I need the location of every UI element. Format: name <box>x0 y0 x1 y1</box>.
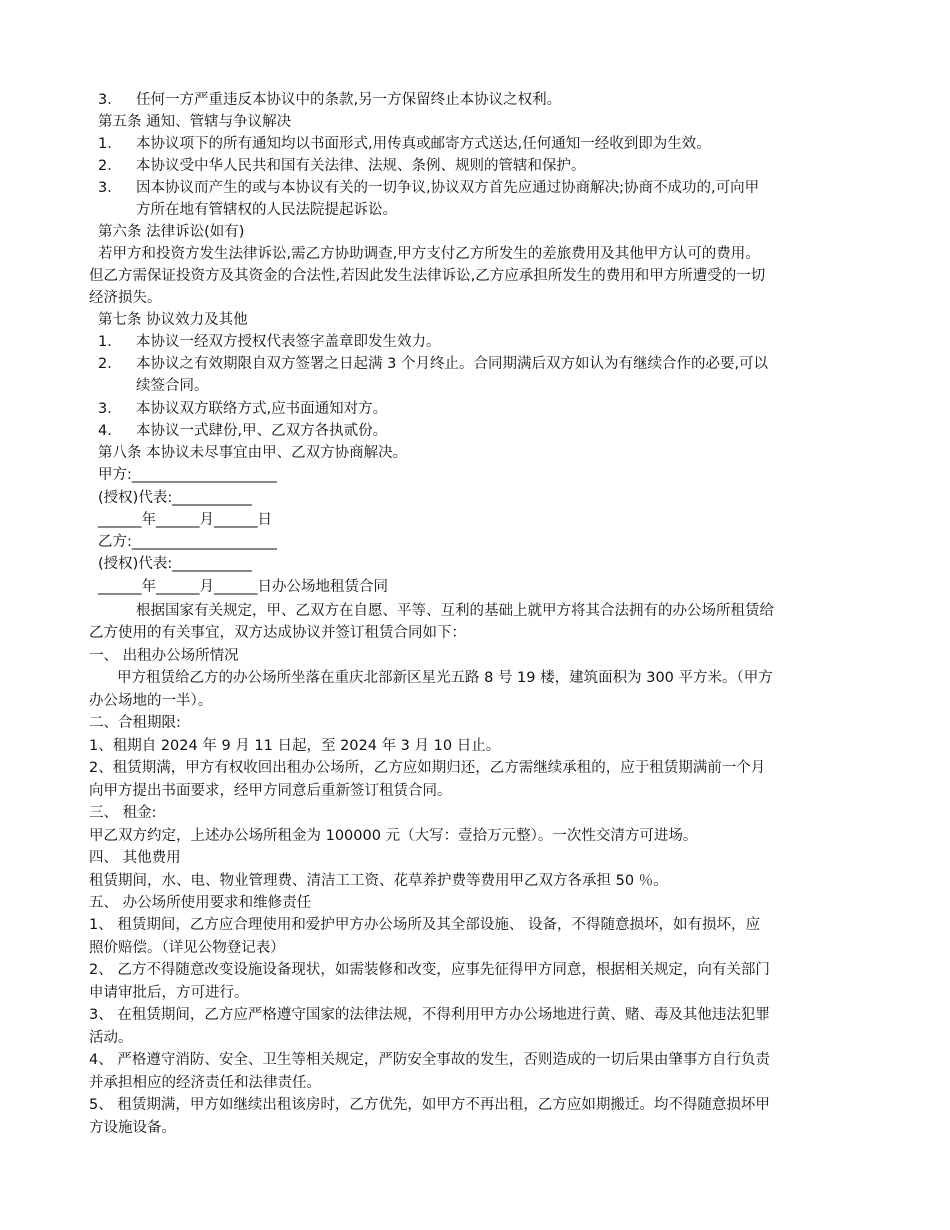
section-3-line-1: 甲乙双方约定，上述办公场所租金为 100000 元（大写：壹拾万元整）。一次性交清方可进场。 <box>89 828 698 844</box>
section-5-item-2-line-1: 2、 乙方不得随意改变设施设备现状，如需装修和改变，应事先征得甲方同意，根据相关规定，向有关部门 <box>89 962 770 978</box>
section-1-line-1: 甲方租赁给乙方的办公场所坐落在重庆北部新区星光五路 8 号 19 楼，建筑面积为 300 平方米。（甲方 <box>117 670 773 686</box>
section-2-line-2: 2、租赁期满，甲方有权收回出租办公场所，乙方应如期归还，乙方需继续承租的，应于租赁期满前一个月 <box>89 760 766 776</box>
lease-intro-line-1: 根据国家有关规定，甲、乙双方在自愿、平等、互利的基础上就甲方将其合法拥有的办公场所租赁给 <box>136 603 774 619</box>
clause-4-3 <box>98 89 561 111</box>
section-5-item-5-line-2: 方设施设备。 <box>89 1120 176 1136</box>
clause-number: 3． <box>98 401 122 417</box>
clause-text: 因本协议而产生的或与本协议有关的一切争议,协议双方首先应通过协商解决;协商不成功的,可向甲 <box>136 180 760 196</box>
article-5-item-3-continued: 方所在地有管辖权的人民法院提起诉讼。 <box>136 202 397 218</box>
section-5-item-5-line-1: 5、 租赁期满，甲方如继续出租该房时，乙方优先，如甲方不再出租，乙方应如期搬迁。均不得随意损坏甲 <box>89 1097 770 1113</box>
section-2-title: 二、合租期限: <box>89 715 181 731</box>
signature-date-b-and-contract-title: ______年______月______日办公场地租赁合同 <box>98 579 388 595</box>
clause-number: 3． <box>98 92 122 108</box>
clause-number: 2． <box>98 158 122 174</box>
signature-representative-a: (授权)代表:___________ <box>98 490 252 506</box>
article-5-item-2 <box>98 155 586 177</box>
clause-text: 任何一方严重违反本协议中的条款,另一方保留终止本协议之权利。 <box>136 92 562 108</box>
section-5-item-4-line-2: 并承担相应的经济责任和法律责任。 <box>89 1075 321 1091</box>
signature-party-b: 乙方:____________________ <box>98 534 277 550</box>
clause-text: 本协议受中华人民共和国有关法律、法规、条例、规则的管辖和保护。 <box>136 158 586 174</box>
section-3-title: 三、 租金: <box>89 805 157 821</box>
section-1-title: 一、 出租办公场所情况 <box>89 648 239 664</box>
section-5-item-1-line-2: 照价赔偿。（详见公物登记表） <box>89 940 285 956</box>
article-7-item-2-continued: 续签合同。 <box>136 378 209 394</box>
article-7-item-2 <box>98 353 768 375</box>
article-7-item-4 <box>98 420 387 442</box>
section-5-item-2-line-2: 申请审批后，方可进行。 <box>89 985 249 1001</box>
section-5-item-3-line-2: 活动。 <box>89 1030 133 1046</box>
signature-party-a: 甲方:____________________ <box>98 467 277 483</box>
signature-representative-b: (授权)代表:___________ <box>98 556 252 572</box>
article-6-title: 第六条 法律诉讼(如有) <box>98 224 245 240</box>
section-2-line-1: 1、租期自 2024 年 9 月 11 日起，至 2024 年 3 月 10 日止。 <box>89 738 501 754</box>
section-5-item-3-line-1: 3、 在租赁期间，乙方应严格遵守国家的法律法规，不得利用甲方办公场地进行黄、赌、毒及其他违法犯罪 <box>89 1007 770 1023</box>
clause-number: 2． <box>98 356 122 372</box>
section-5-title: 五、 办公场所使用要求和维修责任 <box>89 895 312 911</box>
section-4-title: 四、 其他费用 <box>89 850 181 866</box>
clause-number: 3． <box>98 180 122 196</box>
article-8-title: 第八条 本协议未尽事宜由甲、乙双方协商解决。 <box>98 445 408 461</box>
signature-date-a: ______年______月______日 <box>98 512 272 528</box>
clause-text: 本协议项下的所有通知均以书面形式,用传真或邮寄方式送达,任何通知一经收到即为生效。 <box>136 136 711 152</box>
clause-text: 本协议一经双方授权代表签字盖章即发生效力。 <box>136 334 441 350</box>
clause-text: 本协议双方联络方式,应书面通知对方。 <box>136 401 388 417</box>
section-4-line-1: 租赁期间，水、电、物业管理费、清洁工工资、花草养护费等费用甲乙双方各承担 50 ％。 <box>89 873 668 889</box>
article-6-line-3: 经济损失。 <box>89 290 162 306</box>
clause-number: 1． <box>98 136 122 152</box>
article-7-item-3 <box>98 398 387 420</box>
article-7-item-1 <box>98 331 441 353</box>
section-2-line-3: 向甲方提出书面要求，经甲方同意后重新签订租赁合同。 <box>89 783 452 799</box>
lease-intro-line-2: 乙方使用的有关事宜，双方达成协议并签订租赁合同如下： <box>89 625 466 641</box>
article-5-item-3 <box>98 177 759 199</box>
article-5-item-1 <box>98 133 711 155</box>
clause-text: 本协议一式肆份,甲、乙双方各执贰份。 <box>136 423 388 439</box>
article-7-title: 第七条 协议效力及其他 <box>98 312 248 328</box>
article-5-title: 第五条 通知、管辖与争议解决 <box>98 114 292 130</box>
section-5-item-4-line-1: 4、 严格遵守消防、安全、卫生等相关规定，严防安全事故的发生，否则造成的一切后果由肇事方自行负责 <box>89 1052 770 1068</box>
article-6-line-1: 若甲方和投资方发生法律诉讼,需乙方协助调查,甲方支付乙方所发生的差旅费用及其他甲方认可的费用。 <box>98 246 760 262</box>
clause-text: 本协议之有效期限自双方签署之日起满 3 个月终止。合同期满后双方如认为有继续合作的必要,可以 <box>136 356 769 372</box>
article-6-line-2: 但乙方需保证投资方及其资金的合法性,若因此发生法律诉讼,乙方应承担所发生的费用和甲方所遭受的一切 <box>89 268 766 284</box>
section-5-item-1-line-1: 1、 租赁期间，乙方应合理使用和爱护甲方办公场所及其全部设施、 设备，不得随意损坏，如有损坏，应 <box>89 917 760 933</box>
clause-number: 4． <box>98 423 122 439</box>
clause-number: 1． <box>98 334 122 350</box>
section-1-line-2: 办公场地的一半）。 <box>89 693 213 709</box>
